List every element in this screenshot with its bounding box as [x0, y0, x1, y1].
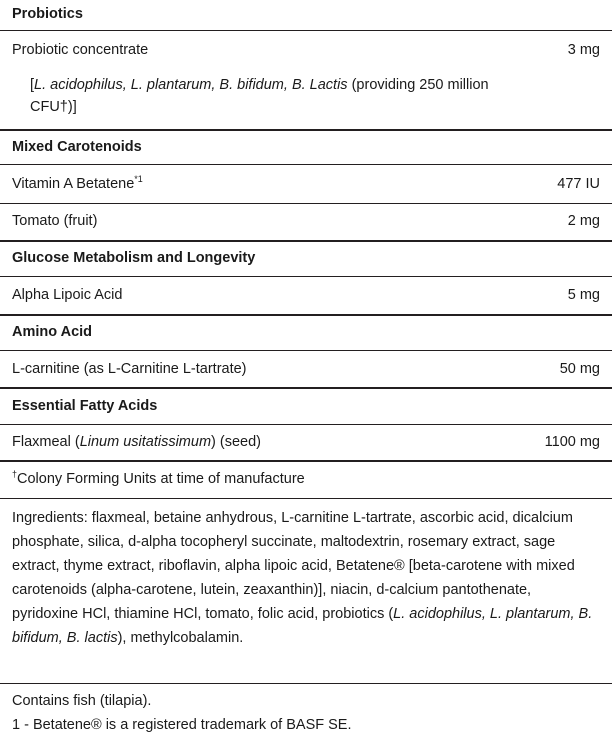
nutrient-row-l-carnitine — [0, 355, 612, 383]
divider — [0, 129, 612, 131]
nutrient-name: Vitamin A Betatene$^{*1}$ — [12, 174, 143, 192]
dagger-marker: † — [12, 469, 18, 479]
allergen-statement: Contains fish (tilapia). — [12, 693, 152, 709]
divider — [0, 276, 612, 277]
divider — [0, 498, 612, 499]
nutrient-name: L-carnitine (as L-Carnitine L-tartrate) — [12, 361, 247, 377]
ingredients-list: Ingredients: flaxmeal, betaine anhydrous, L-carnitine L-tartrate, ascorbic acid, dicalcium phosphate, silica, d-alpha tocopheryl succinate, maltodextrin, rosemary extract, sage extract, thyme extract, riboflavin, alpha lipoic acid, Betatene® [beta-carotene with mixed carotenoids (alpha-carotene, lutein, zeaxanthin)], niacin, d-calcium pantothenate, pyridoxine HCl, thiamine HCl, tomato, folic acid, probiotics (L. acidophilus, L. plantarum, B. bifidum, B. lactis), methylcobalamin. — [12, 510, 593, 646]
nutrient-name: Tomato (fruit) — [12, 213, 98, 229]
nutrient-row-flaxmeal — [0, 428, 612, 456]
section-header-probiotics: Probiotics — [12, 6, 83, 22]
section-header-essential-fatty-acids: Essential Fatty Acids — [12, 398, 158, 414]
divider — [0, 387, 612, 389]
nutrient-row-tomato — [0, 207, 612, 235]
nutrient-amount: 3 mg — [567, 42, 600, 58]
divider — [0, 424, 612, 425]
flaxmeal-latin-name: Linum usitatissimum — [79, 434, 212, 450]
section-header-amino-acid: Amino Acid — [12, 324, 93, 340]
trademark-note: 1 - Betatene® is a registered trademark of BASF SE. — [12, 717, 352, 733]
probiotic-strains-latin: L. acidophilus, L. plantarum, B. bifidum, B. Lactis — [34, 77, 348, 93]
divider — [0, 683, 612, 684]
cfu-footnote: †Colony Forming Units at time of manufacture — [12, 469, 305, 487]
footnote-marker: *1 — [134, 174, 143, 184]
nutrient-row-vitamin-a — [0, 170, 612, 198]
nutrient-amount: 477 IU — [557, 176, 600, 192]
divider — [0, 203, 612, 204]
nutrient-name: Probiotic concentrate — [12, 42, 149, 58]
nutrient-row-alpha-lipoic-acid — [0, 281, 612, 309]
nutrient-name: Alpha Lipoic Acid — [12, 287, 123, 303]
section-header-glucose-metabolism: Glucose Metabolism and Longevity — [12, 250, 256, 266]
nutrient-amount: 5 mg — [567, 287, 600, 303]
divider — [0, 350, 612, 351]
nutrient-amount: 2 mg — [567, 213, 600, 229]
divider — [0, 460, 612, 462]
divider — [0, 240, 612, 242]
probiotic-strains-note: [L. acidophilus, L. plantarum, B. bifidum, B. Lactis (providing 250 million CFU†)] — [30, 77, 489, 115]
divider — [0, 30, 612, 31]
divider — [0, 314, 612, 316]
ingredients-probiotic-latin: L. acidophilus, L. plantarum, B. bifidum, B. lactis — [12, 606, 593, 646]
nutrient-amount: 1100 mg — [544, 434, 600, 450]
nutrient-amount: 50 mg — [559, 361, 600, 377]
nutrient-row-probiotic-concentrate — [0, 36, 612, 64]
divider — [0, 164, 612, 165]
section-header-mixed-carotenoids: Mixed Carotenoids — [12, 139, 142, 155]
nutrient-name: Flaxmeal (Linum usitatissimum) (seed) — [12, 434, 261, 450]
